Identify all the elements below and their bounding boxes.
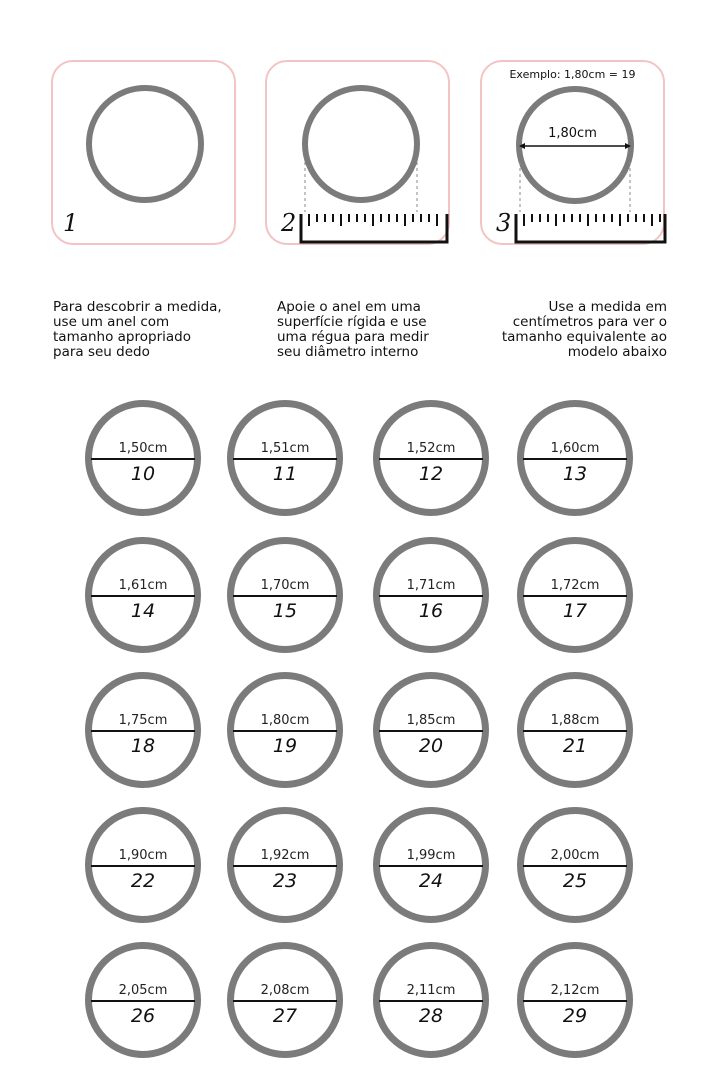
ring-size-item [517,537,633,653]
instruction-3: Use a medida em centímetros para ver o tamanho equivalente ao modelo abaixo [501,299,667,360]
ring-diameter-label: 1,85cm [406,713,456,728]
diameter-label: 1,80cm [548,126,597,141]
ring-diameter-label: 2,05cm [118,983,168,998]
ring-size-number: 20 [418,735,444,757]
ring-size-number: 16 [418,600,444,622]
ring-diameter-label: 2,00cm [550,848,600,863]
ring-size-item [517,400,633,516]
ring-diameter-line [91,865,195,867]
ring-size-item [517,807,633,923]
ring-diameter-label: 1,75cm [118,713,168,728]
ring-diameter-line [523,595,627,597]
ring-diameter-label: 1,72cm [550,578,600,593]
ring-size-item [85,537,201,653]
ring-diameter-label: 2,11cm [406,983,456,998]
ring-size-item [373,400,489,516]
ring-illustration-icon [53,62,238,247]
ring-diameter-label: 1,50cm [118,441,168,456]
ring-size-number: 15 [272,600,298,622]
ring-diameter-line [379,1000,483,1002]
step-1-box [51,60,236,245]
ring-size-number: 10 [130,463,156,485]
ring-size-number: 27 [272,1005,298,1027]
ring-size-item [85,807,201,923]
ring-size-item [227,672,343,788]
step-number: 1 [63,209,79,237]
ring-size-item [373,942,489,1058]
ring-size-number: 22 [130,870,156,892]
ring-size-item [227,807,343,923]
ring-size-item [227,400,343,516]
ring-size-number: 13 [562,463,588,485]
ring-diameter-line [233,595,337,597]
ring-size-number: 12 [418,463,444,485]
ring-size-number: 26 [130,1005,156,1027]
ring-size-number: 24 [418,870,444,892]
step-number: 2 [281,209,297,237]
ring-size-number: 18 [130,735,156,757]
step-2-box [265,60,450,245]
ring-diameter-label: 1,60cm [550,441,600,456]
ring-diameter-line [233,730,337,732]
ring-diameter-label: 1,88cm [550,713,600,728]
ring-diameter-line [91,730,195,732]
ring-size-item [373,672,489,788]
instruction-1: Para descobrir a medida, use um anel com tamanho apropriado para seu dedo [53,299,222,360]
ring-size-number: 17 [562,600,588,622]
ring-diameter-line [233,458,337,460]
ring-size-item [227,537,343,653]
ring-diameter-line [379,458,483,460]
ring-size-item [85,400,201,516]
ring-size-item [517,942,633,1058]
ring-diameter-line [523,730,627,732]
example-caption: Exemplo: 1,80cm = 19 [509,68,636,81]
ring-diameter-line [379,595,483,597]
ring-size-number: 11 [272,463,298,485]
ring-diameter-line [91,595,195,597]
ring-diameter-label: 1,99cm [406,848,456,863]
ring-diameter-label: 2,08cm [260,983,310,998]
ring-diameter-label: 1,90cm [118,848,168,863]
ring-size-number: 23 [272,870,298,892]
ring-size-item [373,537,489,653]
ring-diameter-line [523,458,627,460]
ring-size-number: 29 [562,1005,588,1027]
ring-size-number: 19 [272,735,298,757]
ring-diameter-line [233,865,337,867]
ring-diameter-line [379,730,483,732]
ring-size-item [85,672,201,788]
ring-diameter-label: 1,71cm [406,578,456,593]
ring-size-item [517,672,633,788]
ring-size-number: 14 [130,600,156,622]
ring-diameter-line [91,458,195,460]
ring-diameter-label: 1,80cm [260,713,310,728]
step-number: 3 [496,209,512,237]
ring-diameter-line [523,1000,627,1002]
ring-diameter-line [379,865,483,867]
ring-diameter-label: 1,92cm [260,848,310,863]
ring-size-number: 28 [418,1005,444,1027]
ring-size-item [85,942,201,1058]
ring-diameter-label: 1,51cm [260,441,310,456]
ring-size-number: 25 [562,870,588,892]
instruction-2: Apoie o anel em uma superfície rígida e use uma régua para medir seu diâmetro interno [277,299,429,360]
ring-size-number: 21 [562,735,588,757]
ring-diameter-line [233,1000,337,1002]
step-3-box [480,60,665,245]
ring-size-item [227,942,343,1058]
ring-diameter-label: 1,52cm [406,441,456,456]
ring-diameter-label: 1,61cm [118,578,168,593]
ring-diameter-label: 2,12cm [550,983,600,998]
ring-diameter-line [91,1000,195,1002]
ring-diameter-label: 1,70cm [260,578,310,593]
ring-size-item [373,807,489,923]
ring-diameter-line [523,865,627,867]
